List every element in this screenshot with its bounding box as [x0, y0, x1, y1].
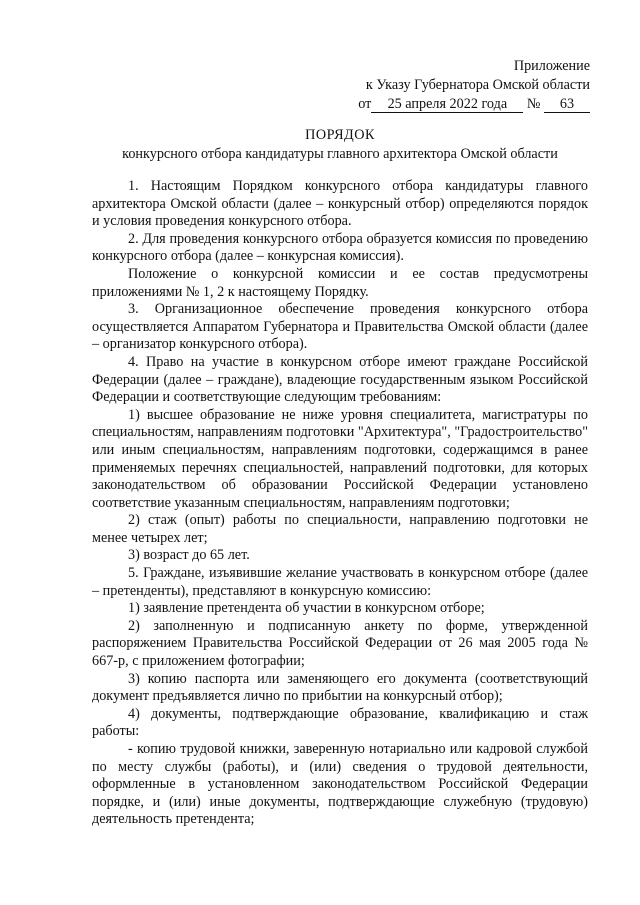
document-body: [92, 178, 588, 829]
paragraph: Положение о конкурсной комиссии и ее состав предусмотрены приложениями № 1, 2 к настоящему Порядку.: [92, 265, 588, 300]
paragraph: 2) заполненную и подписанную анкету по форме, утвержденной распоряжением Правительства Российской Федерации от 26 мая 2005 года № 667-р, с приложением фотографии;: [92, 617, 588, 670]
paragraph: 5. Граждане, изъявившие желание участвовать в конкурсном отборе (далее – претенденты), представляют в конкурсную комиссию:: [92, 565, 588, 599]
title-main: ПОРЯДОК: [305, 127, 375, 143]
paragraph: 1) заявление претендента об участии в конкурсном отборе;: [128, 600, 485, 617]
paragraph: 4. Право на участие в конкурсном отборе имеют граждане Российской Федерации (далее – граждане), владеющие государственным языком Российской Федерации и соответствующие следующим требованиям:: [92, 353, 588, 406]
appendix-date-line: [358, 95, 590, 114]
date-prefix: от: [358, 96, 372, 112]
paragraph: - копию трудовой книжки, заверенную нотариально или кадровой службой по месту службы (работы), и (или) сведения о трудовой деятельности, оформленные в установленном законодательством Российской Федерации порядке, и (или) иные документы, подтверждающие служебную (трудовую) деятельность претендента;: [92, 741, 588, 828]
paragraph: 2) стаж (опыт) работы по специальности, направлению подготовки не менее четырех лет;: [92, 512, 588, 546]
document-title: [92, 126, 588, 164]
paragraph: 2. Для проведения конкурсного отбора образуется комиссия по проведению конкурсного отбора (далее – конкурсная комиссия).: [92, 230, 588, 265]
paragraph: 4) документы, подтверждающие образование, квалификацию и стаж работы:: [92, 705, 588, 740]
paragraph: 3) копию паспорта или заменяющего его документа (соответствующий документ предъявляется лично по прибытии на конкурсный отбор);: [92, 670, 588, 705]
paragraph: 3) возраст до 65 лет.: [128, 547, 250, 564]
decree-number: 63: [544, 97, 590, 113]
paragraph: 1. Настоящим Порядком конкурсного отбора кандидатуры главного архитектора Омской области (далее – конкурсный отбор) определяются порядок и условия проведения конкурсного отбора.: [92, 178, 588, 230]
number-label: №: [526, 96, 541, 112]
title-subtitle: конкурсного отбора кандидатуры главного архитектора Омской области: [122, 146, 558, 162]
appendix-header: [358, 57, 590, 114]
paragraph: 3. Организационное обеспечение проведения конкурсного отбора осуществляется Аппаратом Губернатора и Правительства Омской области (далее – организатор конкурсного отбора).: [92, 301, 588, 353]
paragraph: 1) высшее образование не ниже уровня специалитета, магистратуры по специальностям, направлениям подготовки "Архитектура", "Градостроительство" или иным специальностям, направлениям подготовки, содержащимся в ранее применяемых перечнях специальностей, направлений подготовки, для которых законодательством об образовании Российской Федерации установлено соответствие указанным специальностям, направлениям подготовки;: [92, 406, 588, 511]
appendix-decree: к Указу Губернатора Омской области: [365, 77, 590, 93]
decree-date: 25 апреля 2022 года: [371, 97, 523, 113]
appendix-label: Приложение: [513, 58, 590, 74]
